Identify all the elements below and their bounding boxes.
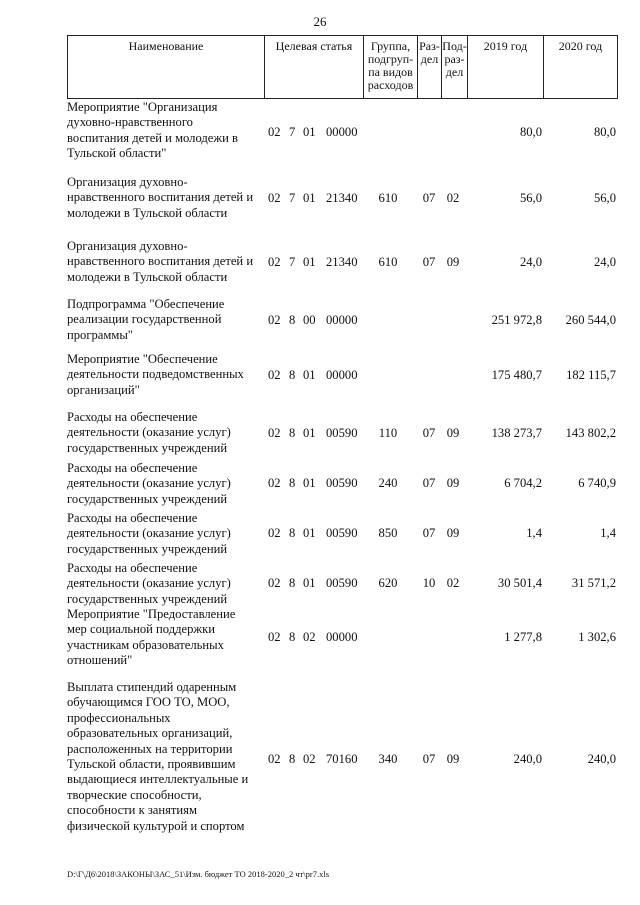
table-header [67, 35, 618, 99]
tgt-code-event: 01 [303, 426, 316, 440]
tgt-code-sub: 8 [289, 576, 296, 590]
amount-2019: 80,0 [519, 125, 542, 139]
podrazdel-code: 02 [446, 191, 460, 205]
amount-2020: 1,4 [600, 526, 616, 540]
header-target: Целевая статья [265, 36, 364, 98]
group-code: 610 [378, 191, 398, 205]
header-razdel: Раз- дел [418, 36, 442, 98]
tgt-code-program: 02 [268, 426, 281, 440]
tgt-code-program: 02 [268, 630, 281, 644]
amount-2020: 1 302,6 [578, 630, 616, 644]
amount-2019: 56,0 [519, 191, 542, 205]
row-name: Организация духовно- нравственного воспитания детей и молодежи в Тульской области [67, 175, 254, 220]
amount-2020: 24,0 [593, 255, 616, 269]
row-name: Организация духовно- нравственного воспитания детей и молодежи в Тульской области [67, 239, 254, 284]
tgt-code-event: 01 [303, 526, 316, 540]
podrazdel-code: 09 [446, 752, 460, 766]
tgt-code-program: 02 [268, 476, 281, 490]
tgt-code-sub: 7 [289, 125, 296, 139]
group-code: 240 [378, 476, 398, 490]
tgt-code-event: 01 [303, 255, 316, 269]
row-name: Мероприятие "Организация духовно-нравственного воспитания детей и молодежи в Тульской области" [67, 100, 238, 161]
header-name: Наименование [68, 36, 265, 98]
amount-2020: 80,0 [593, 125, 616, 139]
amount-2020: 56,0 [593, 191, 616, 205]
tgt-code-direction: 00590 [326, 576, 358, 590]
tgt-code-direction: 00590 [326, 526, 358, 540]
amount-2020: 143 802,2 [565, 426, 616, 440]
tgt-code-sub: 7 [289, 191, 296, 205]
razdel-code: 07 [422, 476, 436, 490]
row-name: Расходы на обеспечение деятельности (оказание услуг) государственных учреждений [67, 461, 231, 506]
tgt-code-program: 02 [268, 576, 281, 590]
amount-2019: 1,4 [526, 526, 542, 540]
group-code: 340 [378, 752, 398, 766]
podrazdel-code: 09 [446, 426, 460, 440]
tgt-code-direction: 21340 [326, 255, 358, 269]
razdel-code: 10 [422, 576, 436, 590]
tgt-code-program: 02 [268, 191, 281, 205]
row-name: Мероприятие "Предоставление мер социальной поддержки участникам образовательных отношений" [67, 607, 236, 668]
tgt-code-direction: 70160 [326, 752, 358, 766]
tgt-code-event: 01 [303, 476, 316, 490]
amount-2019: 6 704,2 [504, 476, 542, 490]
amount-2020: 240,0 [587, 752, 616, 766]
amount-2019: 175 480,7 [491, 368, 542, 382]
tgt-code-direction: 00000 [326, 125, 358, 139]
row-name: Расходы на обеспечение деятельности (оказание услуг) государственных учреждений [67, 561, 231, 606]
tgt-code-direction: 00000 [326, 630, 358, 644]
tgt-code-event: 00 [303, 313, 316, 327]
tgt-code-program: 02 [268, 125, 281, 139]
razdel-code: 07 [422, 426, 436, 440]
razdel-code: 07 [422, 752, 436, 766]
razdel-code: 07 [422, 526, 436, 540]
group-code: 850 [378, 526, 398, 540]
amount-2020: 31 571,2 [571, 576, 616, 590]
tgt-code-event: 02 [303, 752, 316, 766]
tgt-code-direction: 00590 [326, 426, 358, 440]
tgt-code-program: 02 [268, 526, 281, 540]
tgt-code-direction: 00000 [326, 368, 358, 382]
tgt-code-program: 02 [268, 752, 281, 766]
file-path-footer: D:\Г\Д6\2018\ЗАКОНЫ\ЗАС_51\Изм. бюджет ТО 2018-2020_2 чт\pr7.xls [67, 869, 330, 879]
tgt-code-sub: 8 [289, 630, 296, 644]
tgt-code-sub: 8 [289, 476, 296, 490]
tgt-code-event: 01 [303, 191, 316, 205]
tgt-code-program: 02 [268, 313, 281, 327]
tgt-code-event: 01 [303, 576, 316, 590]
header-2019: 2019 год [468, 36, 544, 98]
tgt-code-direction: 00590 [326, 476, 358, 490]
razdel-code: 07 [422, 255, 436, 269]
group-code: 610 [378, 255, 398, 269]
tgt-code-event: 01 [303, 125, 316, 139]
row-name: Расходы на обеспечение деятельности (оказание услуг) государственных учреждений [67, 410, 231, 455]
header-2020: 2020 год [544, 36, 618, 98]
amount-2020: 260 544,0 [565, 313, 616, 327]
amount-2020: 182 115,7 [566, 368, 616, 382]
group-code: 110 [378, 426, 398, 440]
podrazdel-code: 09 [446, 526, 460, 540]
amount-2019: 138 273,7 [491, 426, 542, 440]
row-name: Выплата стипендий одаренным обучающимся ГОО ТО, МОО, профессиональных образовательных организаций, расположенных на территории Тульской области, проявившим выдающиеся интеллектуальные и творческие способности, способности к занятиям физической культурой и спортом [67, 680, 249, 833]
amount-2019: 240,0 [513, 752, 542, 766]
tgt-code-sub: 8 [289, 752, 296, 766]
podrazdel-code: 02 [446, 576, 460, 590]
razdel-code: 07 [422, 191, 436, 205]
amount-2019: 30 501,4 [497, 576, 542, 590]
amount-2019: 251 972,8 [491, 313, 542, 327]
group-code: 620 [378, 576, 398, 590]
tgt-code-direction: 00000 [326, 313, 358, 327]
amount-2020: 6 740,9 [578, 476, 616, 490]
amount-2019: 1 277,8 [504, 630, 542, 644]
tgt-code-event: 01 [303, 368, 316, 382]
row-name: Подпрограмма "Обеспечение реализации государственной программы" [67, 297, 225, 342]
header-podrazdel: Под- раз- дел [442, 36, 468, 98]
tgt-code-sub: 8 [289, 426, 296, 440]
tgt-code-sub: 8 [289, 313, 296, 327]
tgt-code-event: 02 [303, 630, 316, 644]
tgt-code-direction: 21340 [326, 191, 358, 205]
tgt-code-program: 02 [268, 368, 281, 382]
podrazdel-code: 09 [446, 255, 460, 269]
row-name: Мероприятие "Обеспечение деятельности подведомственных организаций" [67, 352, 244, 397]
header-group: Группа, подгруп- па видов расходов [364, 36, 418, 98]
page-number: 26 [313, 14, 327, 29]
tgt-code-sub: 8 [289, 526, 296, 540]
row-name: Расходы на обеспечение деятельности (оказание услуг) государственных учреждений [67, 511, 231, 556]
amount-2019: 24,0 [519, 255, 542, 269]
tgt-code-sub: 7 [289, 255, 296, 269]
tgt-code-program: 02 [268, 255, 281, 269]
tgt-code-sub: 8 [289, 368, 296, 382]
podrazdel-code: 09 [446, 476, 460, 490]
